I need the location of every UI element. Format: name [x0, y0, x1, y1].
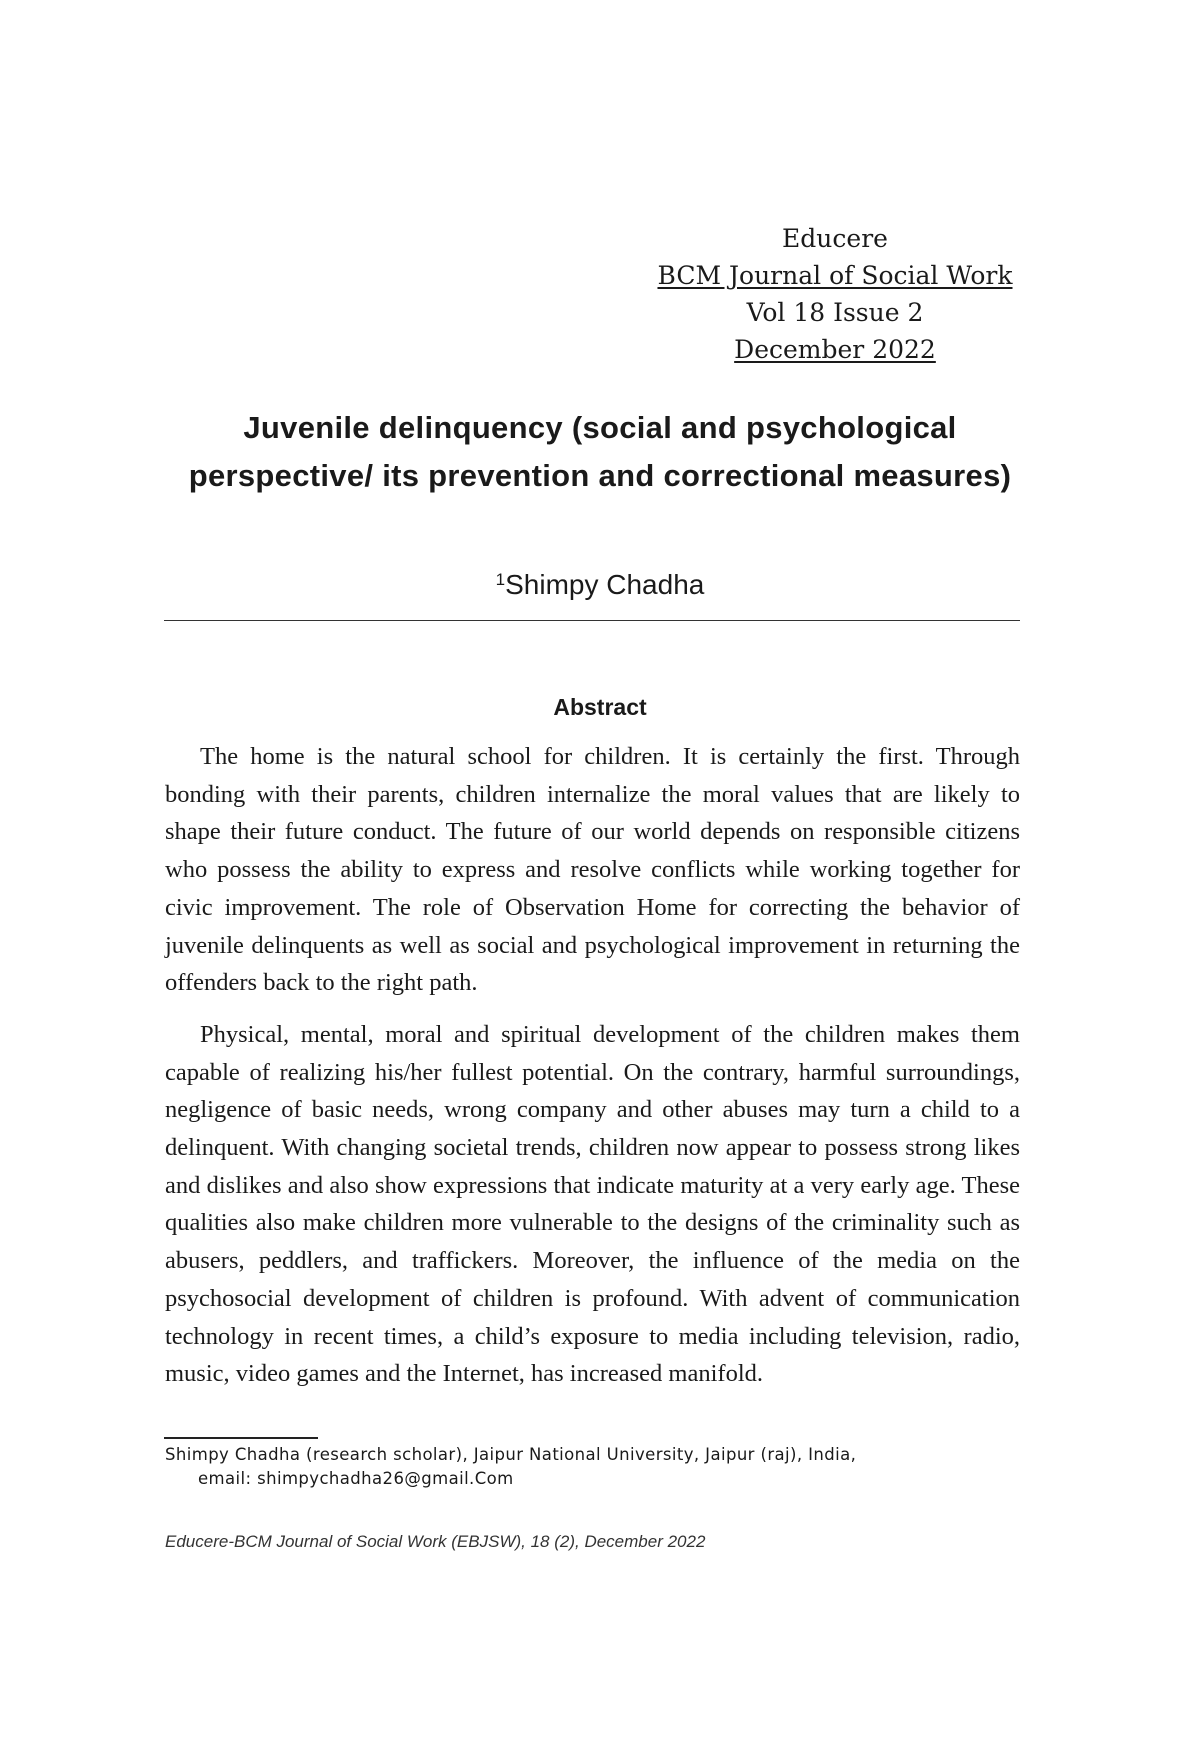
- article-author: [150, 562, 1050, 603]
- footnote-divider: [164, 1437, 318, 1439]
- footnote: [165, 1443, 1020, 1491]
- abstract-body: [165, 738, 1020, 1407]
- journal-name: Educere: [782, 224, 888, 253]
- journal-date: December 2022: [734, 335, 936, 364]
- running-footer: Educere-BCM Journal of Social Work (EBJSW), 18 (2), December 2022: [165, 1532, 706, 1551]
- author-name: Shimpy Chadha: [505, 569, 705, 600]
- article-title: Juvenile delinquency (social and psychological perspective/ its prevention and correctional measures): [188, 410, 1012, 493]
- author-marker: 1: [495, 570, 506, 589]
- footnote-affiliation: Shimpy Chadha (research scholar), Jaipur National University, Jaipur (raj), India,: [165, 1445, 857, 1464]
- title-divider: [164, 620, 1020, 621]
- journal-header: [640, 220, 1030, 368]
- journal-subtitle: BCM Journal of Social Work: [657, 261, 1013, 290]
- abstract-paragraph-2: Physical, mental, moral and spiritual development of the children makes them capable of realizing his/her fullest potential. On the contrary, harmful surroundings, negligence of basic needs, wrong company and other abuses may turn a child to a delinquent. With changing societal trends, children now appear to possess strong likes and dislikes and also show expressions that indicate maturity at a very early age. These qualities also make children more vulnerable to the designs of the criminality such as abusers, peddlers, and traffickers. Moreover, the influence of the media on the psychosocial development of children is profound. With advent of communication technology in recent times, a child’s exposure to media including television, radio, music, video games and the Internet, has increased manifold.: [165, 1020, 1020, 1388]
- journal-volume: Vol 18 Issue 2: [746, 298, 924, 327]
- abstract-heading: Abstract: [553, 694, 647, 720]
- abstract-paragraph-1: The home is the natural school for children. It is certainly the first. Through bonding with their parents, children internalize the moral values that are likely to shape their future conduct. The future of our world depends on responsible citizens who possess the ability to express and resolve conflicts while working together for civic improvement. The role of Observation Home for correcting the behavior of juvenile delinquents as well as social and psychological improvement in returning the offenders back to the right path.: [165, 743, 1020, 997]
- footnote-email: email: shimpychadha26@gmail.Com: [198, 1469, 514, 1488]
